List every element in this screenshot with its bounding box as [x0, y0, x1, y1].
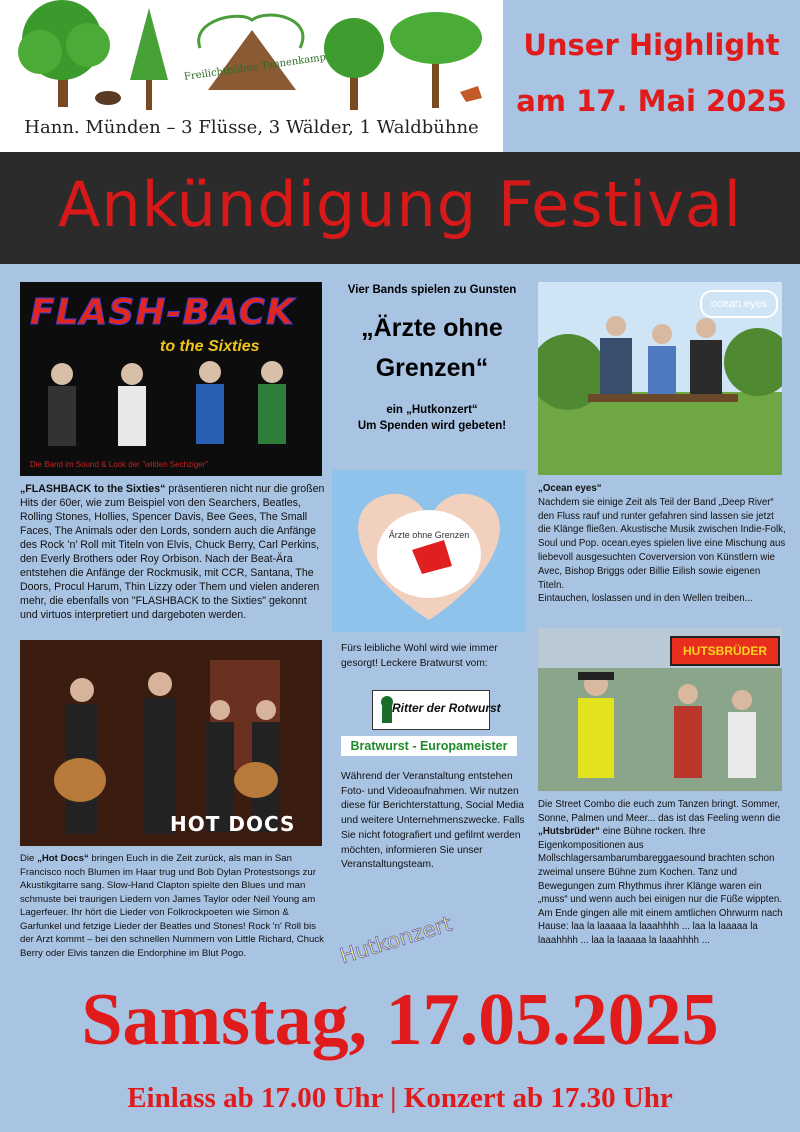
hotdocs-name: „Hot Docs“: [37, 853, 89, 864]
ritter-name: Ritter der Rotwurst: [392, 701, 501, 715]
flashback-photo-caption: Die Band im Sound & Look der "wilden Sechziger": [30, 460, 209, 469]
ocean-eyes-text: Nachdem sie einige Zeit als Teil der Band „Deep River“ den Fluss rauf und runter gefahren sind lassen sie jetzt die Klänge fließen. Akustische Musik zwischen Indie-Folk, Soul und Pop. ocean.eyes spielen live eine Mischung aus liebevoll ausgesuchten Coverversion von Künstlern wie Avec, Bishop Briggs oder Billie Eilish sowie eigenen Titeln.: [538, 496, 786, 591]
hutkonzert-note: [332, 402, 532, 434]
hutsbrueder-name: „Hutsbrüder“: [538, 826, 600, 838]
hutkonzert-line-2: Um Spenden wird gebeten!: [357, 420, 507, 432]
food-text: Fürs leibliche Wohl wird wie immer gesorgt! Leckere Bratwurst vom:: [341, 643, 498, 669]
hutsbrueder-logo: HUTSBRÜDER: [670, 636, 780, 666]
msf-logo-panel: [332, 470, 526, 632]
charity-title-line-2: Grenzen“: [375, 354, 489, 382]
flashback-logo-subtitle: to the Sixties: [160, 338, 260, 355]
flashback-description: [20, 482, 325, 622]
flashback-name: „FLASHBACK to the Sixties“: [20, 483, 166, 495]
hotdocs-description: [20, 852, 330, 960]
ocean-eyes-text-2: Eintauchen, loslassen und in den Wellen treiben...: [538, 593, 753, 605]
hutsbrueder-text: eine Bühne rocken. Ihre Eigenkompositionen aus Mollschlagersambarumbareggaesound brachten schon zweimal unsere Bühne zum Kochen. Tanz und Bewegungen zum Rhythmus ihrer Klänge waren ein „muss“ und wenn auch bei einigen nur die Füße wippten. Am Ende gingen alle mit einem amtlichen Ohrwurm nach Hause: laa la laaaaa la laaahhhh ... laa la laaaaa la laaahhhh ... laa la laaaaa la laaahhhh ...: [538, 826, 783, 946]
forest-illustration: [0, 0, 503, 118]
hotdocs-logo: HOT DOCS: [170, 812, 296, 836]
flashback-text: präsentieren nicht nur die großen Hits der 60er, wie zum Beispiel von den Searchers, Beatles, Rolling Stones, Hollies, Spencer Davis, Bee Gees, The Small Faces, The Animals oder den Lords, sondern auch die Anfänge des Rock ’n’ Roll mit Titeln von Elvis, Chuck Berry, Carl Perkins, den Everly Brothers oder Roy Orbison. Nach der Beat-Ära entstehen die Anfänge der Rockmusik, mit CCR, Santana, The Doors, Procul Harum, Thin Lizzy oder Them und vielen anderen mehr, die ebenfalls von "FLASHBACK to the Sixties" gekonnt und virtuos interpretiert und dargeboten werden.: [20, 483, 325, 621]
event-date: Samstag, 17.05.2025: [81, 979, 719, 1061]
hutkonzert-stamp: Hutkonzert: [337, 911, 455, 969]
flashback-logo-title: FLASH-BACK: [30, 292, 295, 333]
charity-title: [332, 308, 532, 388]
charity-title-line-1: „Ärzte ohne: [361, 314, 503, 342]
ocean-eyes-logo: ocean.eyes: [700, 290, 778, 318]
event-times: Einlass ab 17.00 Uhr | Konzert ab 17.30 Uhr: [127, 1082, 673, 1114]
hutsbrueder-description: [538, 798, 786, 948]
logo-text: Freilichtbühne Tannenkamp: [183, 52, 327, 83]
bratwurst-europameister-label: Bratwurst - Europameister: [341, 736, 517, 756]
banner-title: Ankündigung Festival: [57, 168, 743, 241]
msf-logo-text: Ärzte ohne Grenzen: [388, 530, 470, 540]
highlight-line-1: Unser Highlight: [523, 28, 780, 62]
hotdocs-text: bringen Euch in die Zeit zurück, als man in San Francisco noch Blumen im Haar trug und Bob Dylan Protestsongs zur Akustikgitarre sang. Slow-Hand Clapton spielte den Blues und man schmuste bei traurigen Liedern von James Taylor oder Neil Young am Lagerfeuer. Ihr hört die Lieder von Folkrockpoeten wie Simon & Garfunkel und fetzige Lieder der Beatles und Stones! Rock 'n' Roll bis der Arzt kommt – bei den schnellen Nummern von Little Richard, Chuck Berry oder Elvis tanzen die Endorphine im Blut Pogo.: [20, 853, 324, 959]
hutsbrueder-intro: Die Street Combo die euch zum Tanzen bringt. Sommer, Sonne, Palmen und Meer... das ist das Feeling wenn die: [538, 799, 781, 824]
ocean-eyes-description: [538, 482, 786, 606]
tagline: Hann. Münden – 3 Flüsse, 3 Wälder, 1 Waldbühne: [24, 117, 479, 138]
highlight-line-2: am 17. Mai 2025: [516, 84, 787, 118]
hutkonzert-line-1: ein „Hutkonzert“: [386, 404, 478, 416]
ocean-eyes-name: „Ocean eyes“: [538, 483, 602, 494]
hotdocs-intro: Die: [20, 853, 38, 864]
photo-notice: Während der Veranstaltung entstehen Foto- und Videoaufnahmen. Wir nutzen diese für Berichterstattung, Social Media und weitere Unternehmenszwecke. Falls Sie nicht fotografiert und gefilmt werden möchten, informieren Sie unser Veranstaltungsteam.: [341, 771, 525, 871]
charity-intro: Vier Bands spielen zu Gunsten: [347, 284, 517, 296]
